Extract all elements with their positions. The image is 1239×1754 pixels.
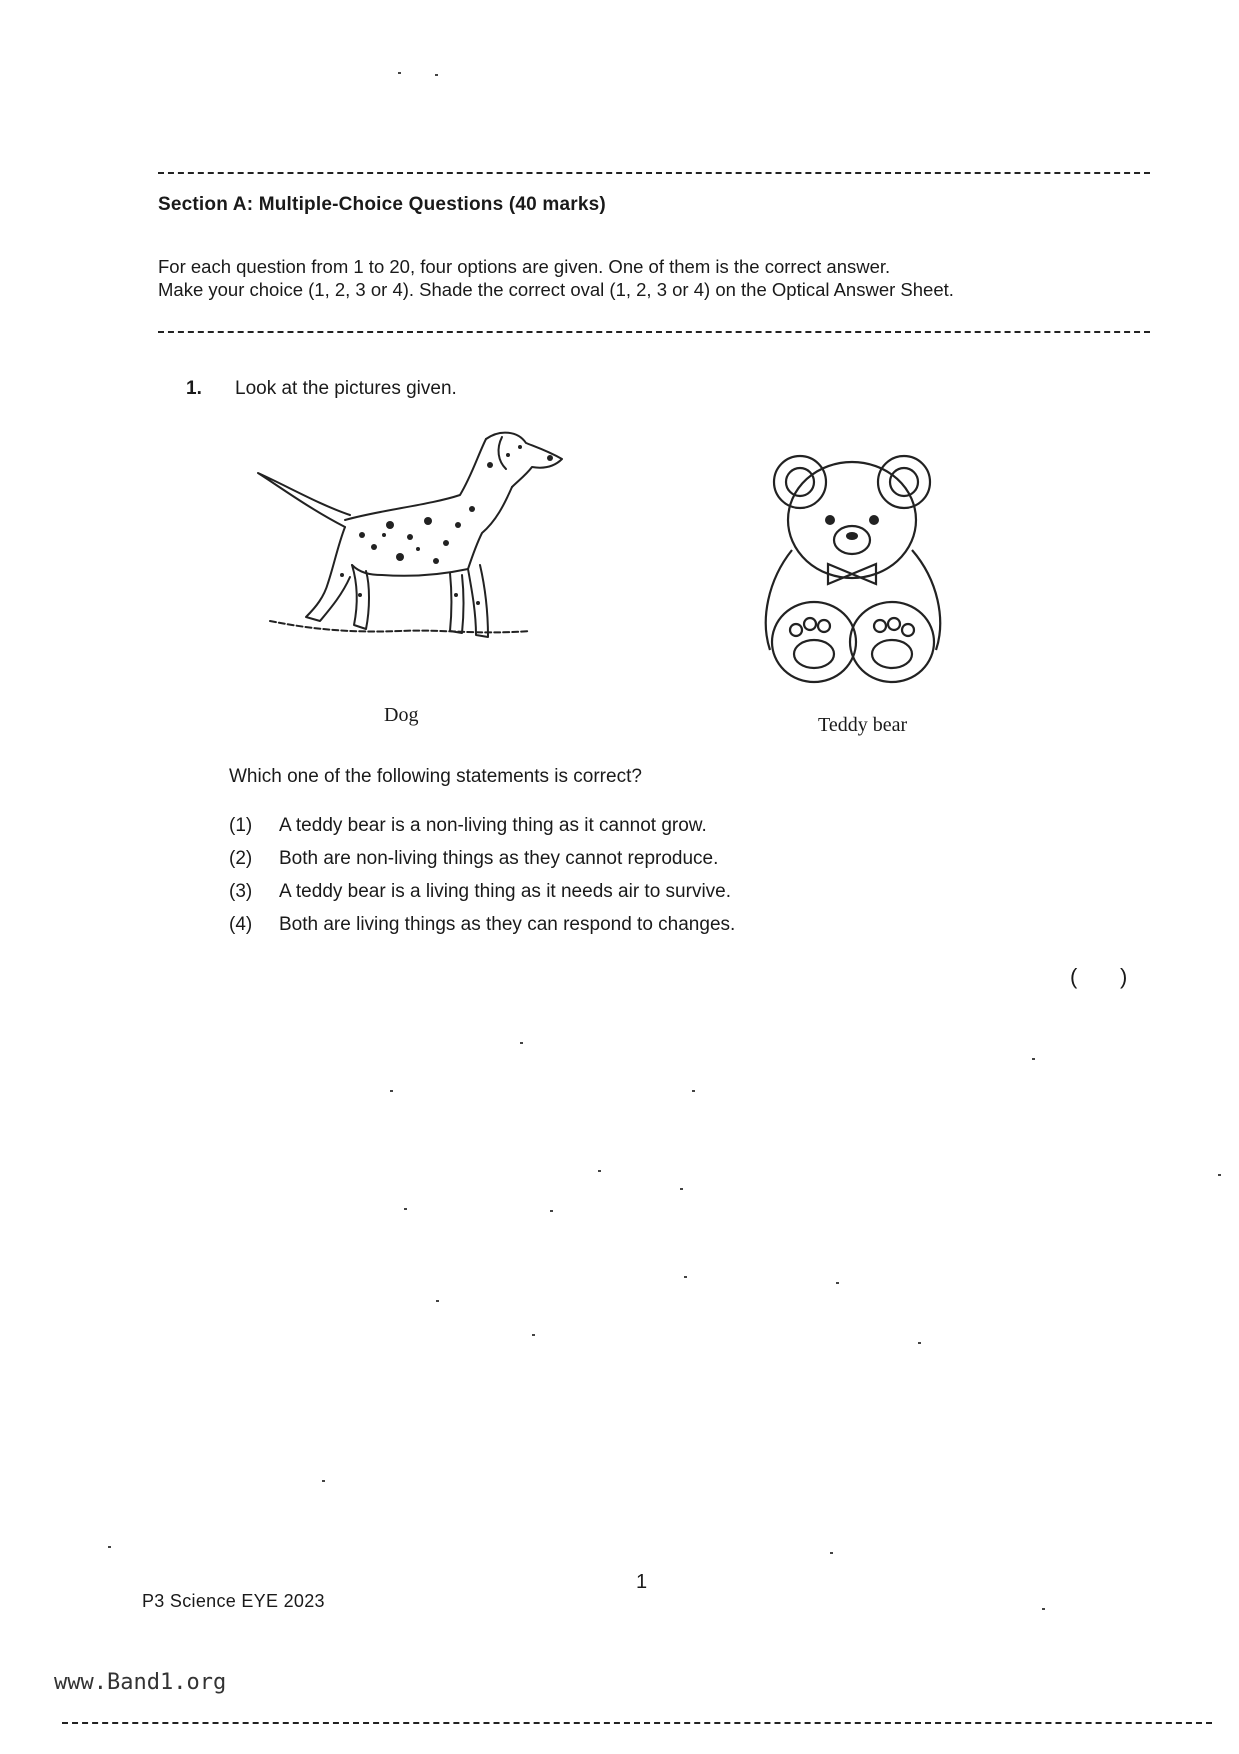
option-number: (1)	[229, 815, 253, 836]
scan-speck	[692, 1090, 695, 1092]
page-number: 1	[636, 1571, 648, 1593]
footer-exam-label: P3 Science EYE 2023	[142, 1591, 325, 1611]
answer-bracket-open: (	[1070, 964, 1078, 989]
scan-speck	[918, 1342, 921, 1344]
option-text: A teddy bear is a living thing as it needs air to survive.	[279, 881, 732, 902]
scan-speck	[532, 1334, 535, 1336]
scan-speck	[1032, 1058, 1035, 1060]
section-title: Section A: Multiple-Choice Questions (40 marks)	[158, 194, 606, 215]
scan-speck	[1042, 1608, 1045, 1610]
question-text: Look at the pictures given.	[235, 378, 457, 399]
scan-speck	[435, 74, 438, 76]
instruction-line-2: Make your choice (1, 2, 3 or 4). Shade the correct oval (1, 2, 3 or 4) on the Optical Answer Sheet.	[158, 279, 954, 300]
scan-speck	[830, 1552, 833, 1554]
teddy-bear-caption: Teddy bear	[818, 714, 908, 736]
scan-speck	[108, 1546, 111, 1548]
top-divider	[158, 172, 1150, 174]
scan-speck	[684, 1276, 687, 1278]
scan-speck	[550, 1210, 553, 1212]
option-text: Both are living things as they can respond to changes.	[279, 914, 736, 935]
scan-speck	[598, 1170, 601, 1172]
option-text: A teddy bear is a non-living thing as it cannot grow.	[279, 815, 707, 836]
option-text: Both are non-living things as they cannot reproduce.	[279, 848, 719, 869]
scan-speck	[520, 1042, 523, 1044]
scan-speck	[680, 1188, 683, 1190]
instruction-line-1: For each question from 1 to 20, four options are given. One of them is the correct answer.	[158, 256, 891, 277]
option-number: (2)	[229, 848, 253, 869]
watermark-url: www.Band1.org	[54, 1670, 227, 1695]
instruction-divider	[158, 331, 1150, 333]
option-number: (4)	[229, 914, 253, 935]
scan-speck	[322, 1480, 325, 1482]
dalmatian-dog-drawing	[250, 425, 570, 675]
answer-bracket-close: )	[1120, 964, 1128, 989]
scan-speck	[836, 1282, 839, 1284]
dog-caption: Dog	[384, 704, 419, 726]
scan-speck	[398, 72, 401, 74]
option-number: (3)	[229, 881, 253, 902]
scan-speck	[404, 1208, 407, 1210]
question-prompt: Which one of the following statements is correct?	[229, 766, 642, 787]
teddy-bear-drawing	[748, 450, 958, 690]
question-number: 1.	[186, 378, 202, 399]
bottom-divider	[62, 1722, 1212, 1724]
scan-speck	[390, 1090, 393, 1092]
scan-speck	[436, 1300, 439, 1302]
scan-speck	[1218, 1174, 1221, 1176]
